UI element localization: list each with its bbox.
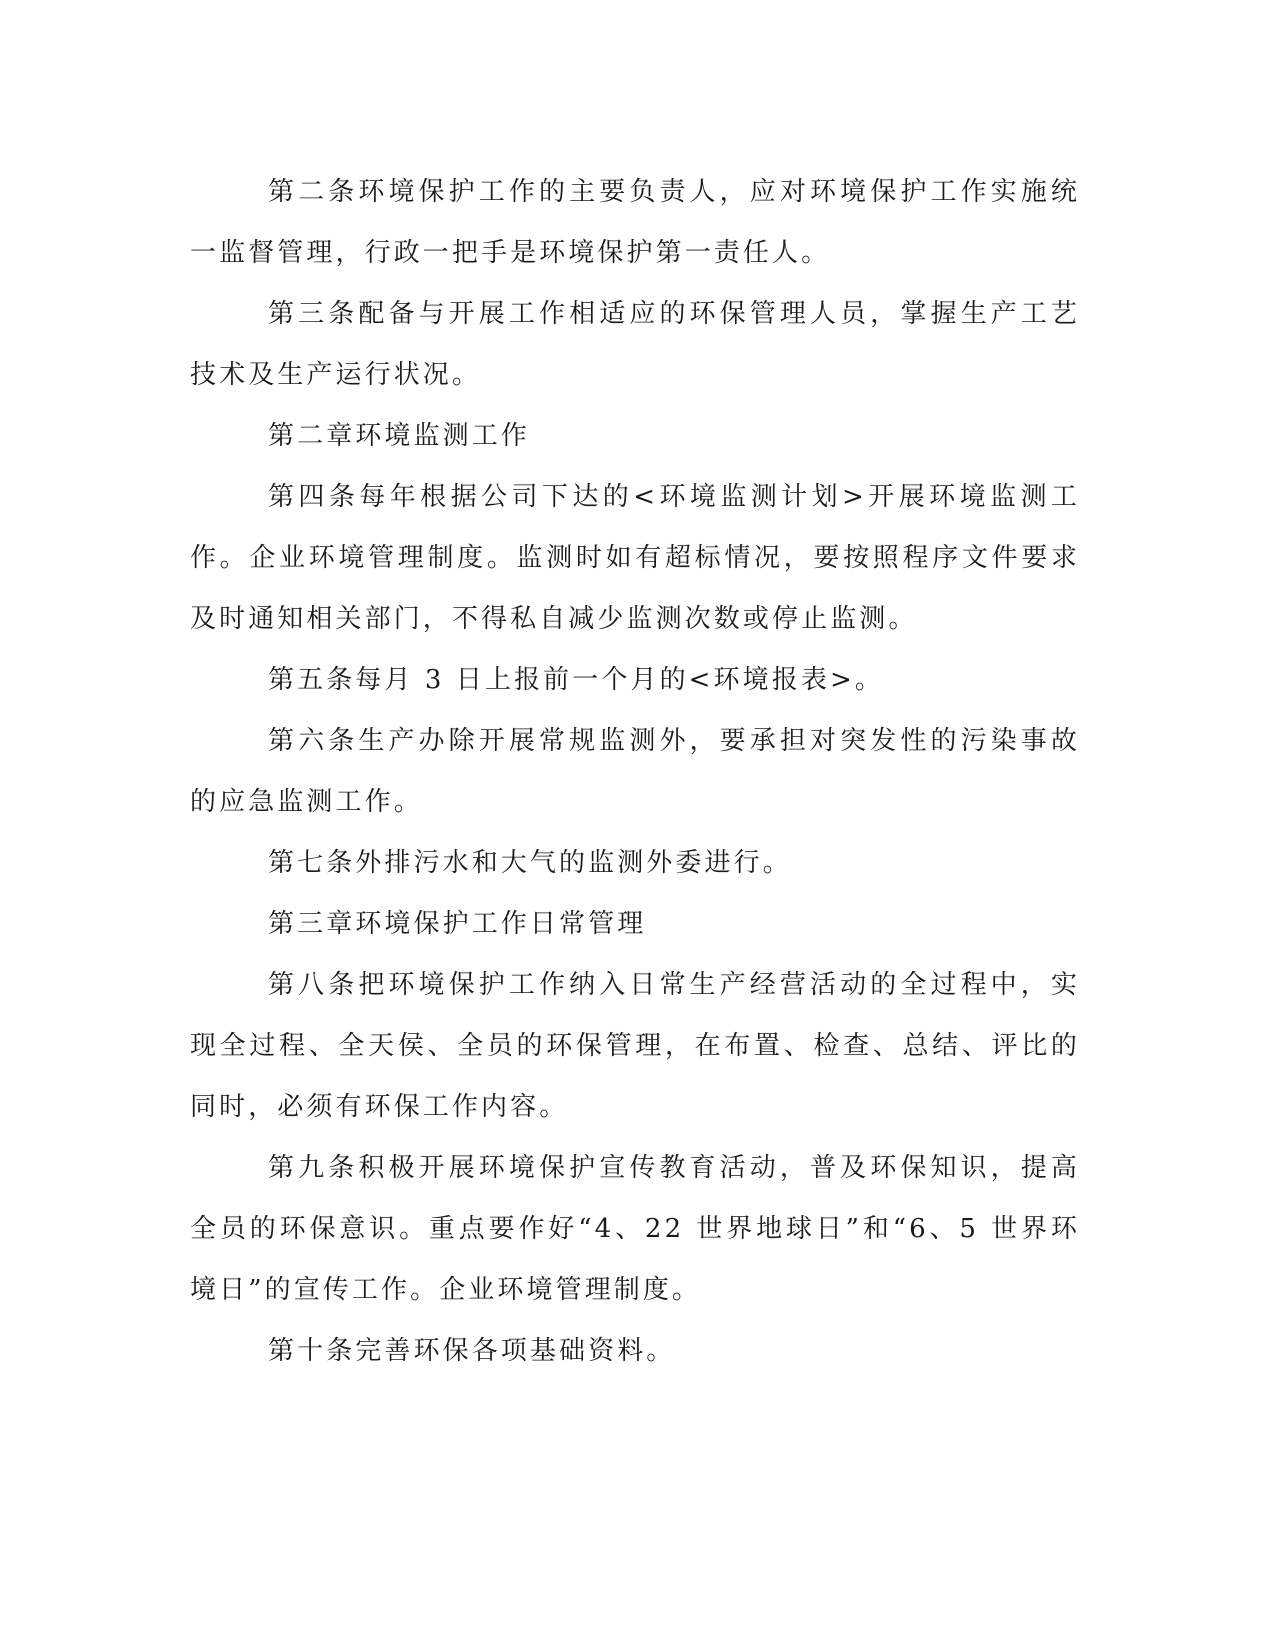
article-2-paragraph: 第二条环境保护工作的主要负责人，应对环境保护工作实施统一监督管理，行政一把手是环境保护第一责任人。 xyxy=(190,177,1080,268)
chapter-3-heading: 第三章环境保护工作日常管理 xyxy=(268,909,647,939)
article-8-paragraph: 第八条把环境保护工作纳入日常生产经营活动的全过程中，实现全过程、全天侯、全员的环保管理，在布置、检查、总结、评比的同时，必须有环保工作内容。 xyxy=(190,970,1080,1122)
article-4-paragraph: 第四条每年根据公司下达的<环境监测计划>开展环境监测工作。企业环境管理制度。监测时如有超标情况，要按照程序文件要求及时通知相关部门，不得私自减少监测次数或停止监测。 xyxy=(190,482,1080,634)
article-5-paragraph: 第五条每月 3 日上报前一个月的<环境报表>。 xyxy=(268,665,884,695)
article-3-paragraph: 第三条配备与开展工作相适应的环保管理人员，掌握生产工艺技术及生产运行状况。 xyxy=(190,299,1080,390)
article-9-paragraph: 第九条积极开展环境保护宣传教育活动，普及环保知识，提高全员的环保意识。重点要作好“4、22 世界地球日”和“6、5 世界环境日”的宣传工作。企业环境管理制度。 xyxy=(190,1153,1080,1305)
chapter-2-heading: 第二章环境监测工作 xyxy=(268,421,530,451)
document-body xyxy=(190,162,1080,1382)
article-10-paragraph: 第十条完善环保各项基础资料。 xyxy=(268,1336,676,1366)
article-7-paragraph: 第七条外排污水和大气的监测外委进行。 xyxy=(268,848,792,878)
article-6-paragraph: 第六条生产办除开展常规监测外，要承担对突发性的污染事故的应急监测工作。 xyxy=(190,726,1080,817)
